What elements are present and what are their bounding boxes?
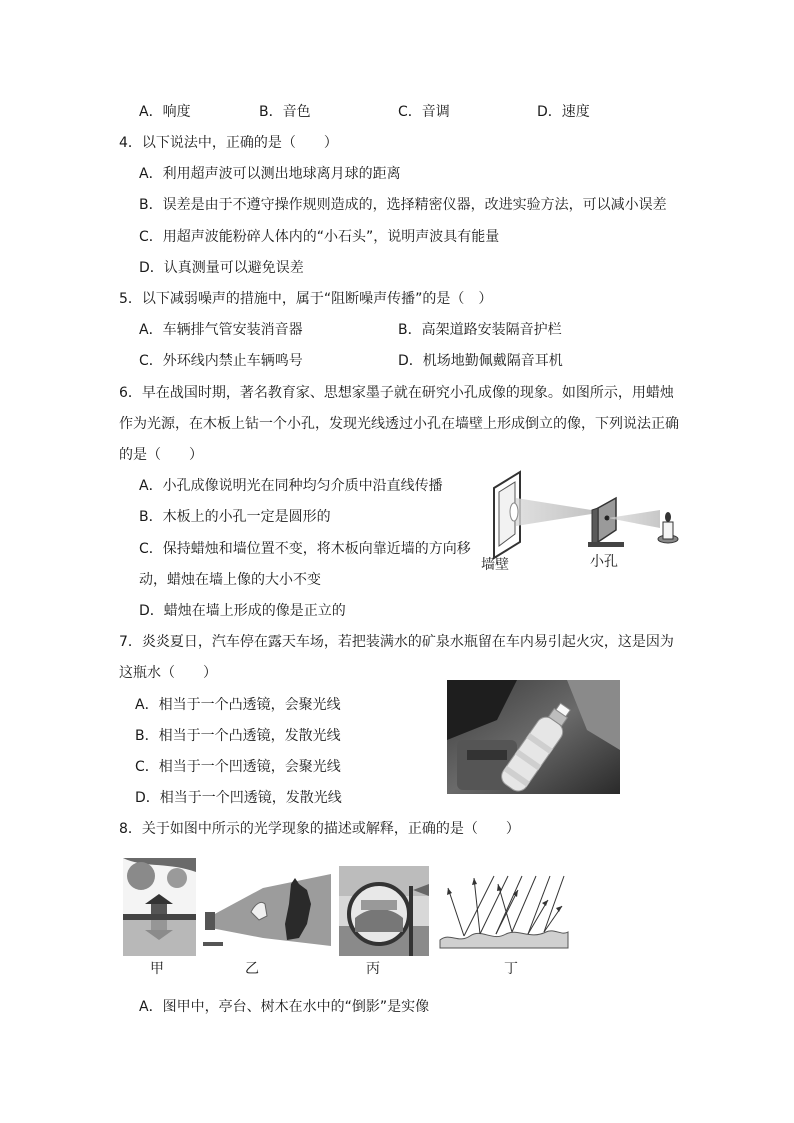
q6-stem-line-3: 的是（ ） — [119, 447, 203, 463]
q6-option-d: D．蜡烛在墙上形成的像是正立的 — [139, 603, 346, 619]
q7-option-d: D．相当于一个凹透镜，发散光线 — [135, 790, 342, 806]
q7-option-c: C．相当于一个凹透镜，会聚光线 — [135, 759, 341, 775]
candle — [663, 522, 673, 539]
rough-surface — [440, 931, 568, 948]
light-cone-wall — [516, 498, 604, 526]
q6-option-b: B．木板上的小孔一定是圆形的 — [139, 509, 331, 525]
q6-option-c-line-1: C．保持蜡烛和墙位置不变，将木板向靠近墙的方向移 — [139, 541, 471, 557]
q4-option-c: C．用超声波能粉碎人体内的“小石头”，说明声波具有能量 — [139, 229, 500, 245]
q3-option-b: B．音色 — [259, 104, 311, 120]
figure-jia-pavilion — [123, 858, 196, 956]
candle-flame-icon — [665, 512, 671, 522]
caption-jia: 甲 — [150, 961, 164, 977]
caption-ding: 丁 — [504, 961, 518, 977]
q5-stem: 5．以下减弱噪声的措施中，属于“阻断噪声传播”的是（ ） — [119, 291, 493, 307]
figure-label-wall: 墙壁 — [481, 557, 509, 573]
figure-label-hole: 小孔 — [590, 554, 618, 570]
q7-option-a: A．相当于一个凸透镜，会聚光线 — [135, 697, 341, 713]
figure-ding-diffuse-reflection — [436, 870, 570, 950]
q3-option-d: D．速度 — [537, 104, 590, 120]
q8-option-a: A．图甲中，亭台、树木在水中的“倒影”是实像 — [139, 999, 430, 1015]
q3-option-a: A．响度 — [139, 104, 191, 120]
q5-option-b: B．高架道路安装隔音护栏 — [398, 322, 562, 338]
figure-yi-hand-shadow — [203, 868, 333, 950]
q6-option-c-line-2: 动，蜡烛在墙上像的大小不变 — [139, 572, 321, 588]
q7-option-b: B．相当于一个凸透镜，发散光线 — [135, 728, 341, 744]
q4-option-b: B．误差是由于不遵守操作规则造成的，选择精密仪器，改进实验方法，可以减小误差 — [139, 197, 667, 213]
q4-option-a: A．利用超声波可以测出地球离月球的距离 — [139, 166, 401, 182]
q6-stem-line-1: 6．早在战国时期，著名教育家、思想家墨子就在研究小孔成像的现象。如图所示，用蜡烛 — [119, 385, 674, 401]
q5-option-a: A．车辆排气管安装消音器 — [139, 322, 303, 338]
q5-option-c: C．外环线内禁止车辆鸣号 — [139, 353, 303, 369]
q5-option-d: D．机场地勤佩戴隔音耳机 — [398, 353, 563, 369]
q6-option-a: A．小孔成像说明光在同种均匀介质中沿直线传播 — [139, 478, 443, 494]
caption-bing: 丙 — [366, 961, 380, 977]
q6-stem-line-2: 作为光源，在木板上钻一个小孔，发现光线透过小孔在墙壁上形成倒立的像，下列说法正确 — [119, 416, 679, 432]
q7-stem-line-2: 这瓶水（ ） — [119, 665, 217, 681]
q4-option-d: D．认真测量可以避免误差 — [139, 260, 304, 276]
q4-stem: 4．以下说法中，正确的是（ ） — [119, 135, 338, 151]
q3-option-c: C．音调 — [398, 104, 450, 120]
water-bottle-photo — [447, 680, 620, 794]
q8-stem: 8．关于如图中所示的光学现象的描述或解释，正确的是（ ） — [119, 821, 520, 837]
figure-bing-convex-mirror — [339, 866, 429, 956]
q7-stem-line-1: 7．炎炎夏日，汽车停在露天车场，若把装满水的矿泉水瓶留在车内易引起火灾，这是因为 — [119, 634, 674, 650]
pinhole-figure — [480, 468, 690, 578]
caption-yi: 乙 — [245, 961, 259, 977]
